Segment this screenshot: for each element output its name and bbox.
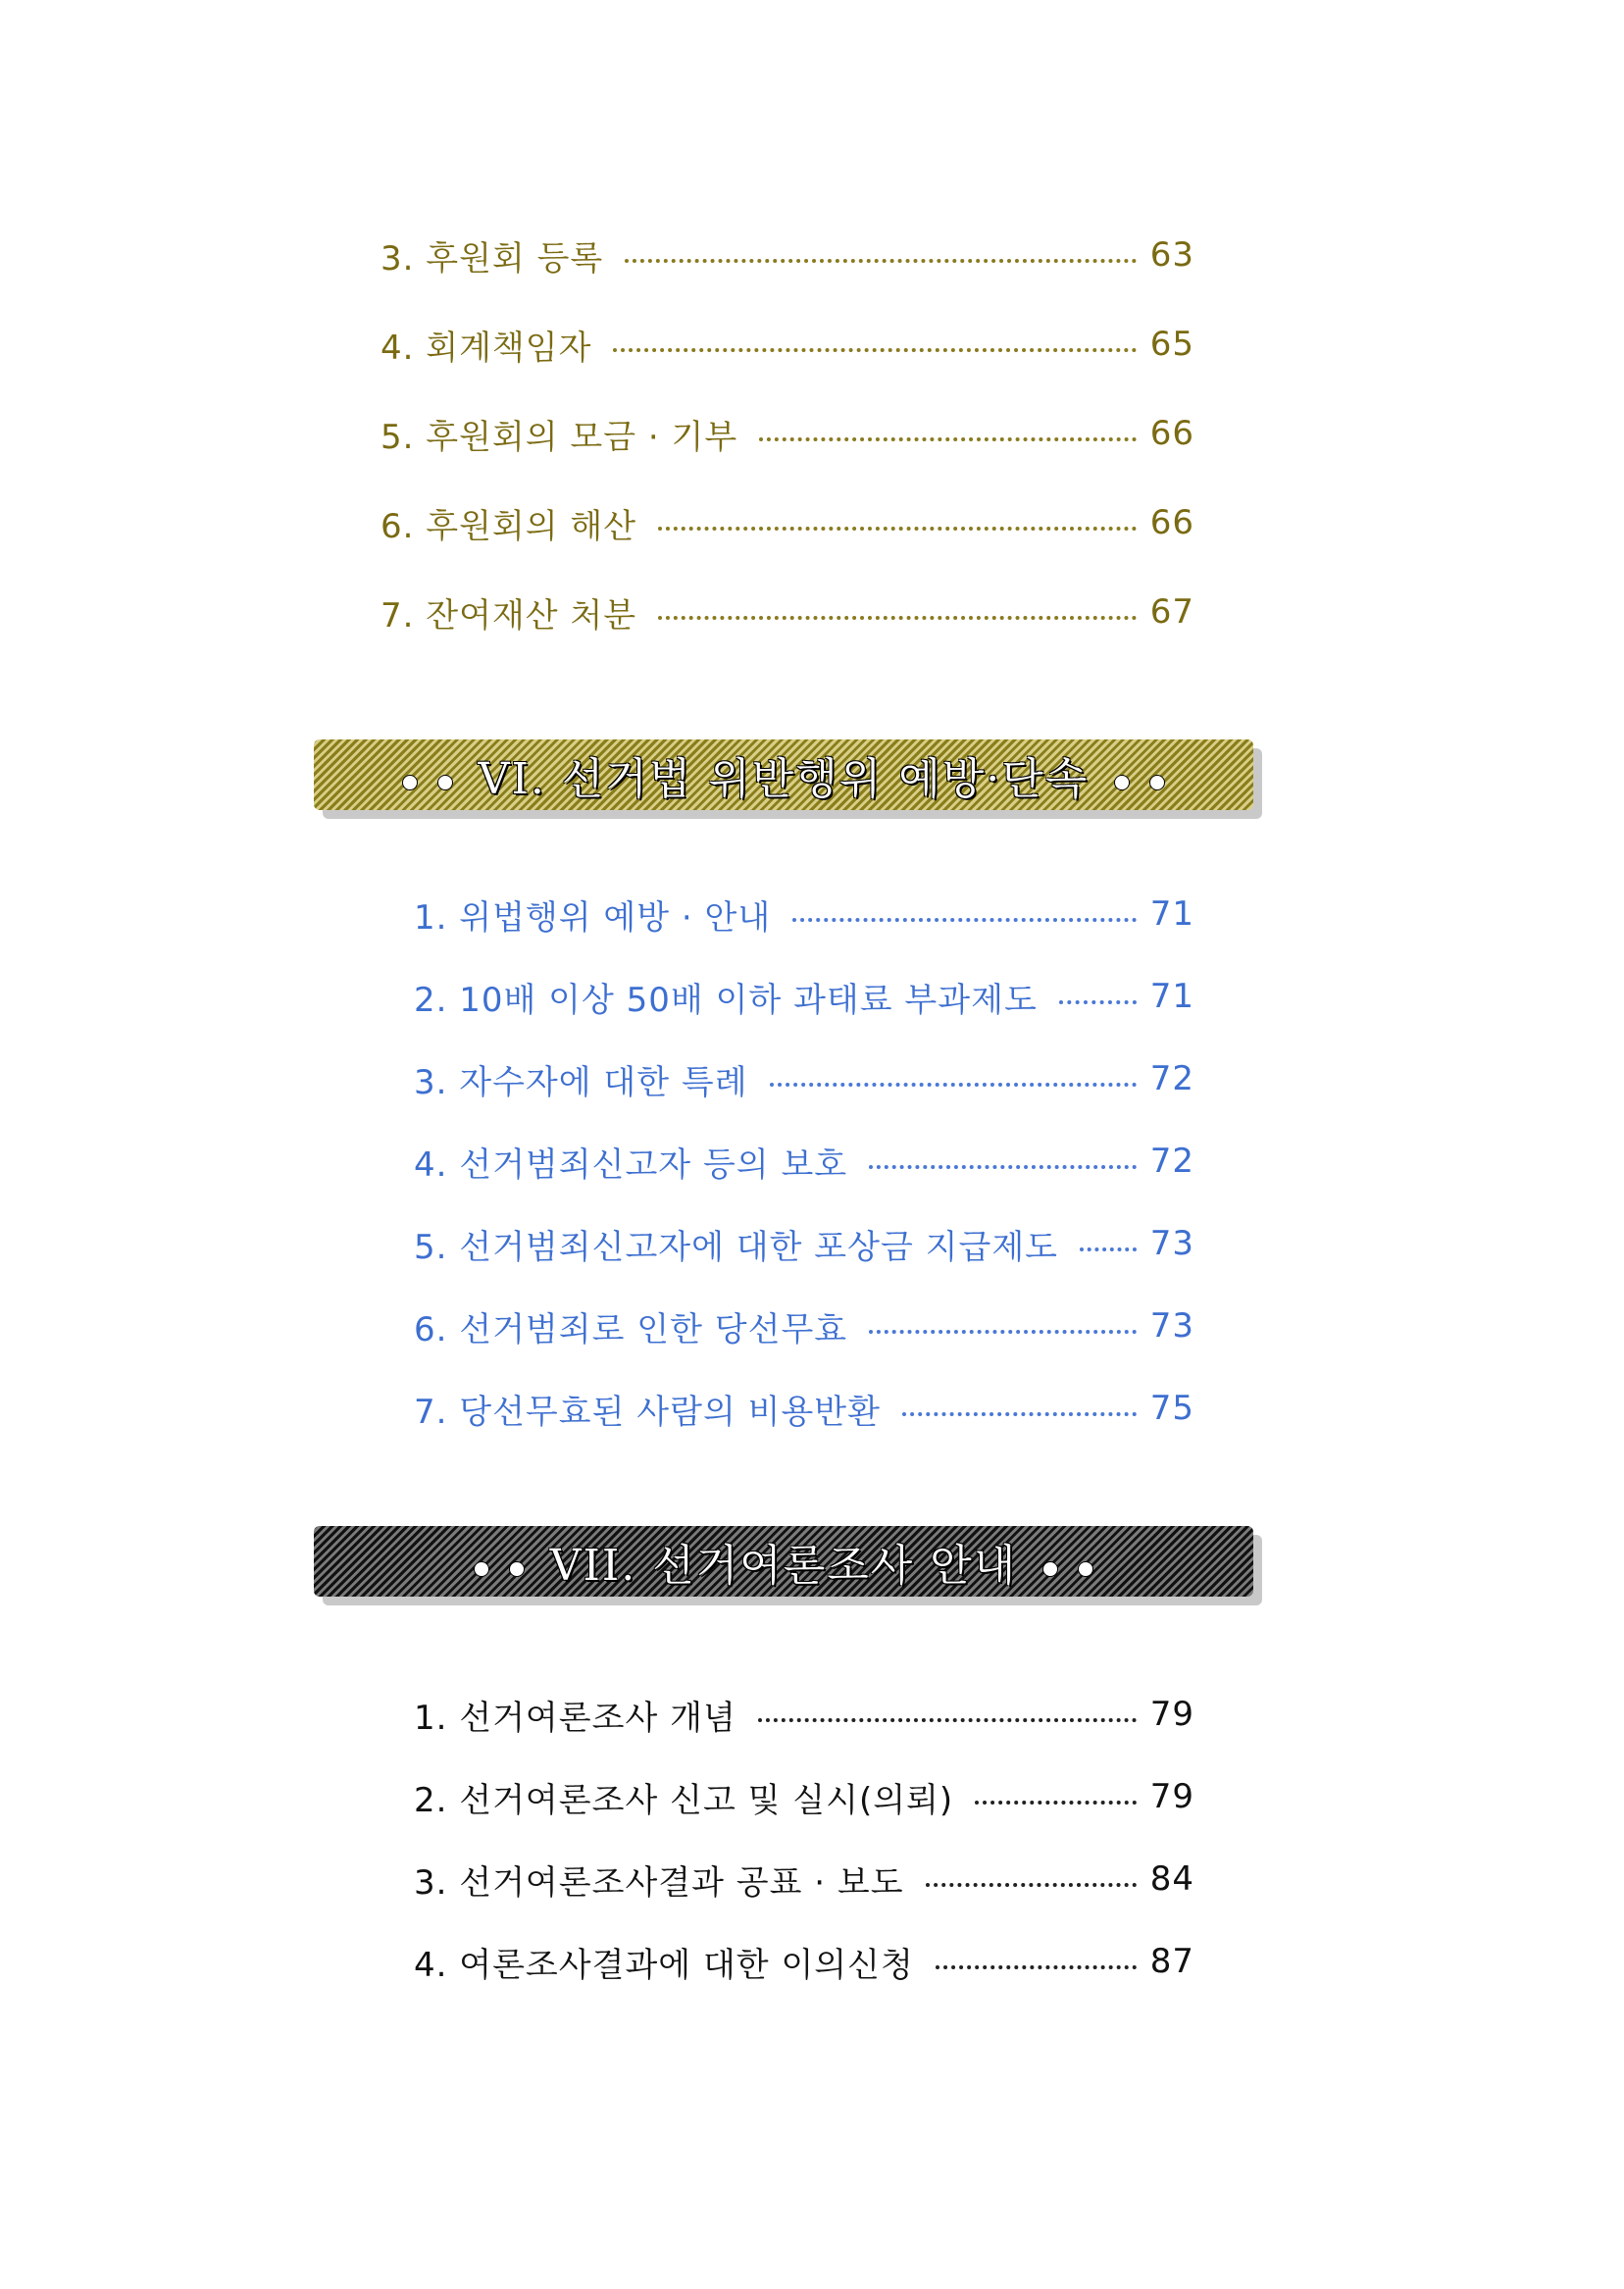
toc-entry-page: 63: [1149, 235, 1194, 275]
toc-entry-title: 7. 잔여재산 처분: [381, 595, 637, 636]
bullet-icon: [1078, 1561, 1093, 1577]
toc-entry-page: 84: [1149, 1859, 1194, 1899]
toc-entry-title: 3. 후원회 등록: [381, 238, 604, 279]
toc-entry-page: 71: [1149, 894, 1194, 934]
toc-entry[interactable]: [414, 1850, 1194, 1908]
toc-leader-dots: [936, 1965, 1137, 1969]
bullet-icon: [1149, 775, 1165, 790]
toc-entry-title: 5. 후원회의 모금 · 기부: [381, 417, 738, 457]
toc-entry-page: 87: [1149, 1942, 1194, 1981]
toc-leader-dots: [1080, 1247, 1137, 1251]
section-vii-heading: [464, 1530, 1104, 1593]
toc-leader-dots: [613, 348, 1136, 352]
toc-entry[interactable]: [414, 967, 1194, 1026]
toc-entry-page: 67: [1149, 592, 1194, 632]
toc-leader-dots: [770, 1083, 1137, 1087]
toc-entry[interactable]: [414, 1049, 1194, 1108]
toc-entry[interactable]: [414, 885, 1194, 943]
toc-entry-title: 4. 선거범죄신고자 등의 보호: [414, 1144, 848, 1185]
toc-leader-dots: [869, 1330, 1137, 1334]
toc-leader-dots: [926, 1883, 1137, 1887]
toc-section-vi: [414, 885, 1194, 1434]
toc-entry-page: 72: [1149, 1059, 1194, 1098]
toc-leader-dots: [658, 527, 1137, 531]
bullet-icon: [1042, 1561, 1058, 1577]
toc-entry-page: 73: [1149, 1306, 1194, 1346]
bullet-icon: [1114, 775, 1130, 790]
toc-entry[interactable]: [381, 315, 1194, 374]
toc-entry[interactable]: [414, 1685, 1194, 1744]
toc-entry-page: 79: [1149, 1695, 1194, 1734]
toc-entry-page: 79: [1149, 1777, 1194, 1816]
toc-entry-page: 72: [1149, 1142, 1194, 1181]
toc-entry-page: 65: [1149, 325, 1194, 364]
toc-entry[interactable]: [381, 583, 1194, 641]
toc-entry[interactable]: [414, 1214, 1194, 1273]
toc-entry-title: 4. 여론조사결과에 대한 이의신청: [414, 1945, 914, 1985]
toc-entry-page: 66: [1149, 503, 1194, 542]
section-vii-heading-banner: [314, 1526, 1253, 1597]
toc-leader-dots: [1059, 1000, 1137, 1004]
toc-entry-page: 66: [1149, 414, 1194, 453]
toc-entry[interactable]: [414, 1132, 1194, 1191]
toc-leader-dots: [759, 437, 1137, 441]
toc-entry[interactable]: [414, 1767, 1194, 1826]
toc-entry-title: 5. 선거범죄신고자에 대한 포상금 지급제도: [414, 1227, 1059, 1267]
section-vi-heading: [392, 743, 1176, 806]
bullet-icon: [474, 1561, 489, 1577]
toc-leader-dots: [758, 1718, 1137, 1722]
toc-entry-title: 1. 위법행위 예방 · 안내: [414, 897, 772, 938]
toc-leader-dots: [792, 918, 1137, 922]
toc-entry-title: 4. 회계책임자: [381, 328, 592, 368]
bullet-icon: [402, 775, 418, 790]
toc-section-v: [381, 226, 1194, 636]
toc-entry[interactable]: [381, 226, 1194, 284]
toc-entry-title: 6. 선거범죄로 인한 당선무효: [414, 1309, 848, 1349]
toc-entry[interactable]: [414, 1932, 1194, 1991]
toc-entry[interactable]: [414, 1379, 1194, 1438]
toc-entry-title: 2. 10배 이상 50배 이하 과태료 부과제도: [414, 980, 1038, 1020]
bullet-icon: [437, 775, 453, 790]
toc-entry-title: 6. 후원회의 해산: [381, 506, 637, 546]
toc-leader-dots: [625, 259, 1136, 263]
toc-leader-dots: [975, 1801, 1137, 1805]
toc-entry[interactable]: [381, 404, 1194, 463]
toc-entry-page: 75: [1149, 1389, 1194, 1428]
toc-leader-dots: [902, 1412, 1137, 1416]
toc-section-vii: [414, 1685, 1194, 1999]
bullet-icon: [509, 1561, 525, 1577]
section-vii-heading-text: VII. 선거여론조사 안내: [549, 1541, 1018, 1591]
toc-entry[interactable]: [381, 493, 1194, 552]
toc-entry-page: 71: [1149, 977, 1194, 1016]
section-vi-heading-banner: [314, 739, 1253, 810]
toc-entry-title: 7. 당선무효된 사람의 비용반환: [414, 1392, 881, 1432]
section-vi-heading-text: VI. 선거법 위반행위 예방·단속: [478, 754, 1090, 804]
toc-entry-page: 73: [1149, 1224, 1194, 1263]
toc-entry-title: 3. 선거여론조사결과 공표 · 보도: [414, 1862, 904, 1903]
toc-entry-title: 2. 선거여론조사 신고 및 실시(의뢰): [414, 1780, 954, 1820]
toc-entry[interactable]: [414, 1297, 1194, 1355]
toc-leader-dots: [658, 616, 1137, 620]
toc-leader-dots: [869, 1165, 1137, 1169]
toc-entry-title: 3. 자수자에 대한 특례: [414, 1062, 748, 1102]
toc-entry-title: 1. 선거여론조사 개념: [414, 1698, 736, 1738]
